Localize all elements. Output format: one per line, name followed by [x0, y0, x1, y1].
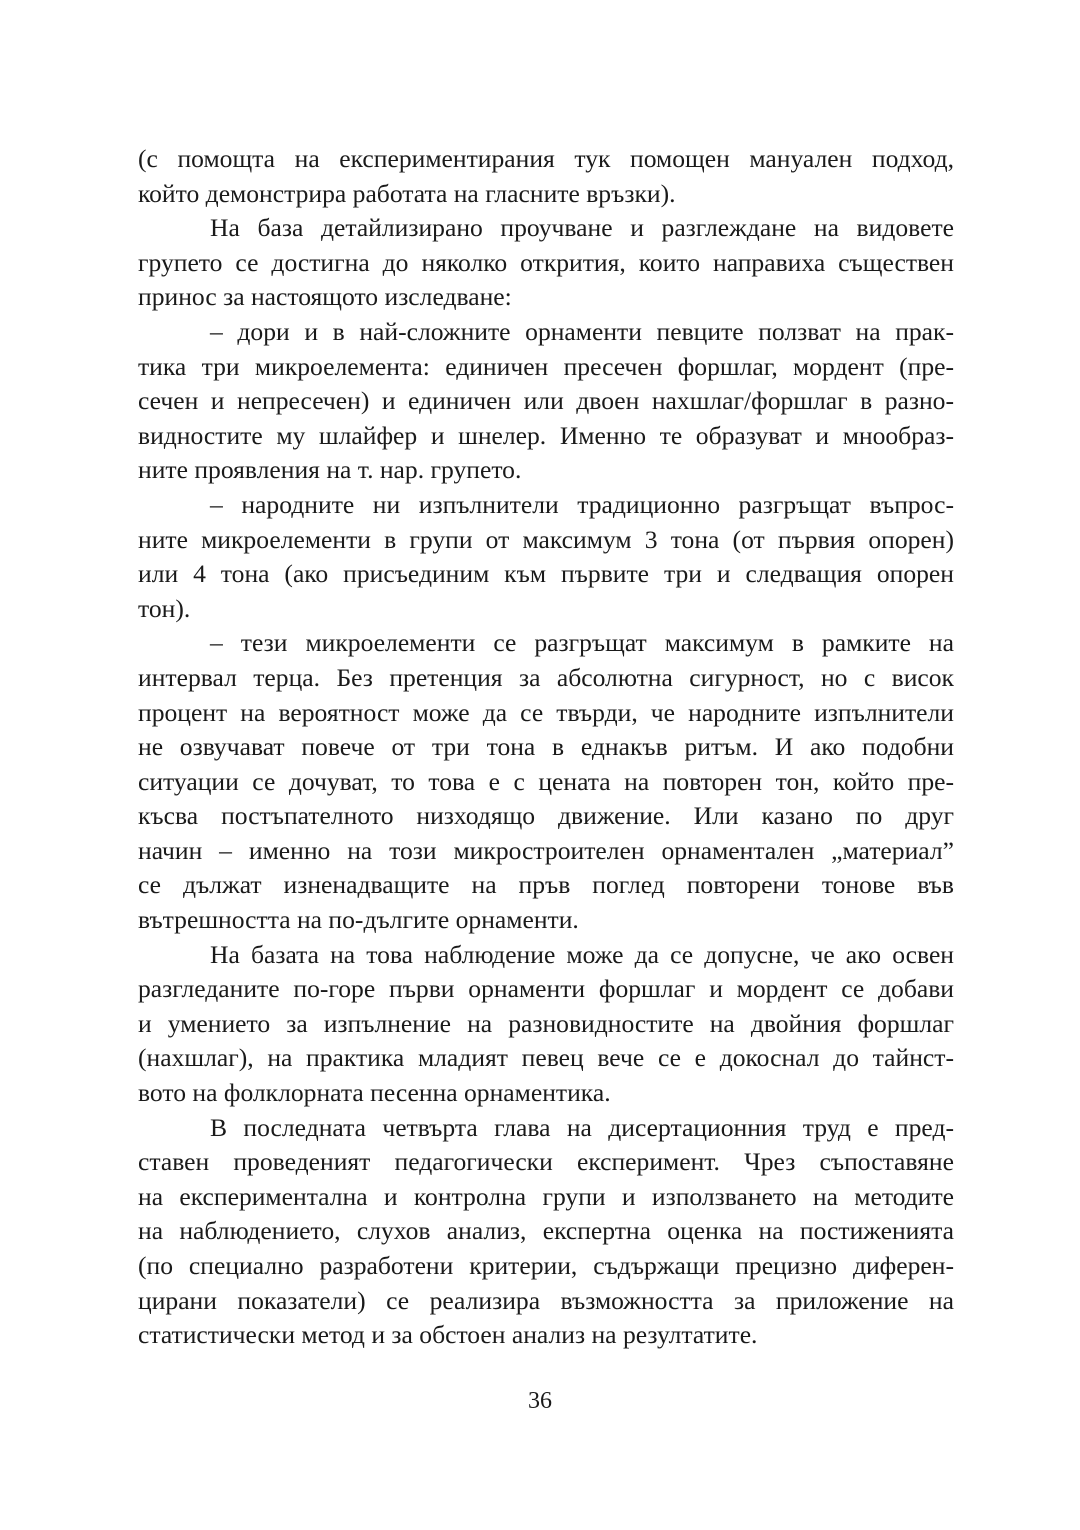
text-line: процент на вероятност може да се твърди, че народните изпълнители [138, 697, 954, 727]
paragraph [138, 315, 954, 488]
page-number: 36 [528, 1388, 552, 1414]
text-line: тика три микроелемента: единичен пресечен форшлаг, мордент (пре- [138, 351, 954, 381]
text-line: (нахшлаг), на практика младият певец вече се е докоснал до тайнст- [138, 1043, 954, 1073]
text-line: видностите му шлайфер и шнелер. Именно те образуват и мнообраз- [138, 420, 954, 450]
text-line: групето се достигна до няколко открития, които направиха съществен [138, 247, 954, 277]
text-line: ните микроелементи в групи от максимум 3 тона (от първия опорен) [138, 524, 954, 554]
text-line: цирани показатели) се реализира възможността за приложение на [138, 1285, 954, 1315]
paragraph [138, 488, 954, 626]
text-line: начин – именно на този микростроителен орнаментален „материал” [138, 835, 954, 865]
text-line: вото на фолклорната песенна орнаментика. [138, 1078, 611, 1108]
text-line: ставен проведеният педагогически експеримент. Чрез съпоставяне [138, 1147, 954, 1177]
text-line: – народните ни изпълнители традиционно разгръщат въпрос- [210, 489, 954, 519]
paragraph [138, 938, 954, 1111]
text-line: (по специално разработени критерии, съдържащи прецизно диферен- [138, 1251, 954, 1280]
paragraph [138, 626, 954, 937]
paragraph [138, 1111, 954, 1353]
text-line: – дори и в най-сложните орнаменти певците ползват на прак- [210, 316, 954, 346]
text-line: сечен и непресечен) и единичен или двоен нахшлаг/форшлаг в разно- [138, 386, 954, 416]
text-line: (с помощта на експериментирания тук помощен мануален подход, [138, 144, 954, 173]
text-line: интервал терца. Без претенция за абсолютна сигурност, но с висок [138, 662, 954, 692]
paragraph [138, 142, 954, 211]
text-line: разгледаните по-горе първи орнаменти форшлаг и мордент се добави [138, 974, 954, 1004]
paragraph [138, 211, 954, 315]
text-line: и умението за изпълнение на разновидностите на двойния форшлаг [138, 1008, 954, 1038]
text-line: ните проявления на т. нар. групето. [138, 455, 522, 485]
body-text [138, 142, 954, 1353]
text-line: който демонстрира работата на гласните връзки). [138, 178, 676, 208]
text-line: статистически метод и за обстоен анализ на резултатите. [138, 1320, 758, 1350]
text-line: не озвучават повече от три тона в еднакъв ритъм. И ако подобни [138, 732, 954, 762]
text-line: На база детайлизирано проучване и разглеждане на видовете [210, 213, 954, 243]
text-line: на експериментална и контролна групи и използването на методите [138, 1181, 954, 1211]
text-line: принос за настоящото изследване: [138, 282, 512, 312]
text-line: се дължат изненадващите на пръв поглед повторени тонове във [138, 870, 954, 900]
text-line: На базата на това наблюдение може да се допусне, че ако освен [210, 939, 954, 969]
text-line: В последната четвърта глава на дисертационния труд е пред- [210, 1112, 954, 1142]
text-line: тон). [138, 593, 191, 623]
text-line: вътрешността на по-дългите орнаменти. [138, 905, 579, 935]
text-line: на наблюдението, слухов анализ, експертна оценка на постиженията [138, 1216, 954, 1246]
text-line: ситуации се дочуват, то това е с цената на повторен тон, който пре- [138, 766, 954, 796]
text-line: или 4 тона (ако присъединим към първите три и следващия опорен [138, 559, 954, 589]
text-line: – тези микроелементи се разгръщат максимум в рамките на [210, 628, 954, 658]
text-line: късва постъпателното низходящо движение. Или казано по друг [138, 801, 954, 831]
